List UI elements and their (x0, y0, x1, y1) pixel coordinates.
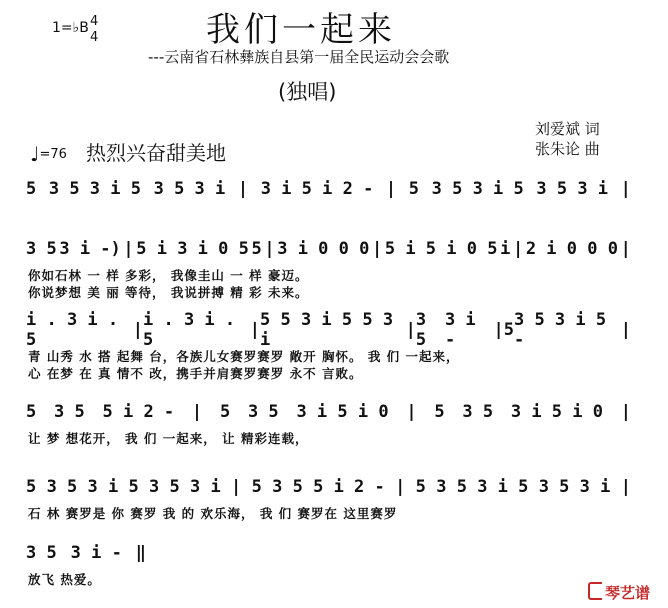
note-group: 3 5 (462, 402, 494, 422)
note-group: 3 5 3 i 5 - (513, 310, 607, 350)
note-group: 5 (415, 477, 426, 497)
note-group: 3 5 3 i (536, 179, 609, 199)
note-group: 5 (434, 402, 445, 422)
note-group: 3 5 (26, 239, 57, 259)
note-group: 5 (26, 477, 37, 497)
barline: | (512, 239, 524, 259)
lyric-line: 让 梦 想花开， 我 们 一起来， 让 精彩连载， (28, 431, 309, 446)
barline: | (237, 179, 249, 199)
note-group: 5 (26, 402, 37, 422)
lyric-line: 青 山秀 水 搭 起舞 台，各族儿女赛罗赛罗 敞开 胸怀。 我 们 一起来， (28, 349, 460, 364)
note-group: 3 5 3 i 5 (431, 179, 524, 199)
note-group: 3 5 (26, 543, 57, 563)
lyric-line: 你如石林 一 样 多彩， 我像圭山 一 样 豪迈。 (28, 268, 309, 283)
performance-type: (独唱) (278, 80, 337, 104)
barline: | (231, 477, 242, 497)
notation-line (26, 176, 631, 202)
note-group: 5 (503, 320, 514, 340)
quarter-note-icon: ♩ (30, 142, 40, 166)
barline: | (493, 320, 504, 340)
tempo-marking (30, 142, 67, 166)
barline: | (620, 320, 631, 340)
barline: | (264, 239, 275, 259)
note-group: i . 3 i . 5 (26, 310, 119, 350)
note-group: 3 5 3 i (153, 179, 226, 199)
notation-line (26, 474, 631, 500)
time-signature (90, 14, 98, 46)
note-group: 3 5 (54, 402, 85, 422)
barline: | (405, 320, 416, 340)
note-group: 3 5 3 i (149, 477, 221, 497)
note-group: 5 i 3 i 0 5 (136, 239, 249, 259)
expression-marking: 热烈兴奋甜美地 (86, 141, 226, 165)
note-group: 5 (219, 402, 231, 422)
note-group: 5 i 5 i 0 5 (384, 239, 498, 259)
song-subtitle: ---云南省石林彝族自县第一届全民运动会会歌 (148, 48, 450, 66)
note-group: 5 (408, 179, 420, 199)
barline: | (191, 402, 203, 422)
note-group: 3 5 3 i 5 (48, 179, 141, 199)
time-signature-bottom: 4 (90, 30, 99, 45)
watermark (588, 582, 650, 603)
lyric-line: 石 林 赛罗是 你 赛罗 我 的 欢乐海， 我 们 赛罗在 这里赛罗 (28, 506, 398, 521)
key-signature: 1=♭B (52, 20, 89, 36)
notation-line (26, 540, 146, 566)
logo-icon (588, 582, 602, 600)
barline: | (385, 179, 397, 199)
lyricist-credit: 刘爱斌 词 (535, 120, 600, 138)
note-group: 5 5 3 i 5 5 3 i (260, 310, 394, 350)
barline: | (620, 239, 631, 259)
note-group: 3 i - (444, 310, 476, 350)
barline: | (249, 320, 260, 340)
barline: ‖ (135, 543, 146, 563)
note-group: 3 i 0 0 0 (277, 239, 370, 259)
note-group: 3 i 5 i 0 (296, 402, 389, 422)
barline: | (371, 239, 383, 259)
lyric-line: 心 在梦 在 真 情不 改，携手并肩赛罗赛罗 永不 言败。 (28, 366, 363, 381)
note-group: 5 (251, 477, 262, 497)
notation-line (26, 399, 631, 425)
lyric-line: 放飞 热爱。 (28, 572, 101, 587)
note-group: 3 i - (70, 543, 122, 563)
barline: | (406, 402, 417, 422)
barline: | (620, 402, 631, 422)
note-group: 3 5 5 i 2 - (272, 477, 385, 497)
barline: | (132, 320, 143, 340)
note-group: 5 i 2 - (102, 402, 175, 422)
note-group: 3 5 (247, 402, 279, 422)
barline: | (620, 477, 631, 497)
watermark-text: 琴艺谱 (605, 584, 651, 602)
note-group: 3 5 (415, 310, 427, 350)
note-group: 3 i 5 i 2 - (260, 179, 374, 199)
note-group: 2 i 0 0 0 (525, 239, 618, 259)
lyric-line: 你说梦想 美 丽 等待， 我说拼搏 精 彩 未来。 (28, 285, 309, 300)
notation-line (26, 236, 631, 262)
barline: | (620, 179, 631, 199)
song-title: 我们一起来 (206, 10, 396, 50)
note-group: 5 (251, 239, 262, 259)
note-group: 3 5 3 i 5 (46, 477, 139, 497)
notation-line (26, 310, 631, 350)
barline: | (123, 239, 134, 259)
note-group: 5 (26, 179, 37, 199)
note-group: 3 i -) (59, 239, 121, 259)
time-signature-top: 4 (90, 14, 99, 29)
note-group: 3 i 5 i 0 (510, 402, 603, 422)
barline: | (395, 477, 406, 497)
note-group: i . 3 i . 5 (143, 310, 236, 350)
tempo-value: =76 (39, 147, 67, 162)
composer-credit: 张朱论 曲 (535, 140, 600, 158)
note-group: i (500, 239, 511, 259)
note-group: 3 5 3 i (538, 477, 611, 497)
note-group: 3 5 3 i 5 (436, 477, 529, 497)
